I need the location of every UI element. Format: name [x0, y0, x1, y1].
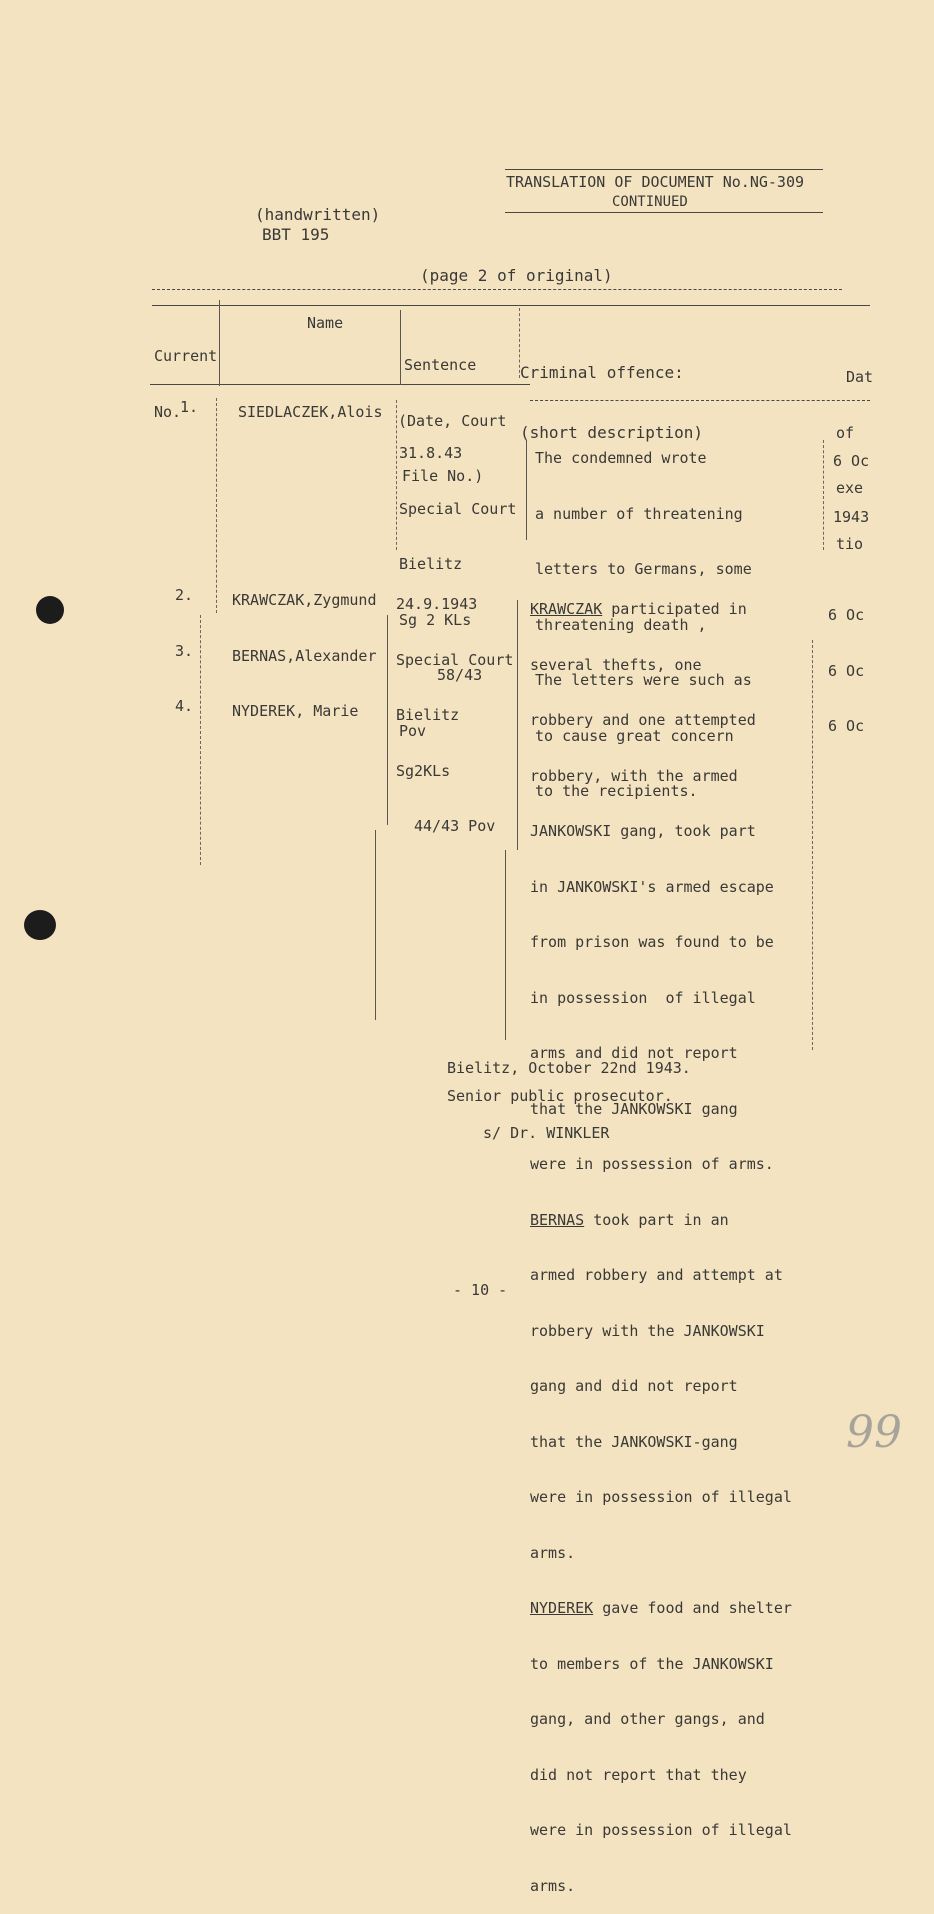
column-header-sentence: Sentence (Date, Court File No.): [398, 356, 507, 485]
offence-krawczak-name: KRAWCZAK: [530, 600, 603, 618]
offence-bernas-heading: BERNAS took part in an: [530, 1210, 729, 1229]
offence-nyderek-name: NYDEREK: [530, 1599, 594, 1617]
column-header-current-no: Current No.: [154, 347, 218, 421]
punch-hole-bottom: [24, 910, 56, 940]
row1-offence: The condemned wrote a number of threatening letters to Germans, some threatening death , The letters were such as to cause great concern to the recipients.: [535, 449, 752, 800]
offence-nyderek-heading: NYDEREK gave food and shelter: [530, 1599, 792, 1617]
handwritten-page-number: 99: [846, 1407, 902, 1458]
row2-execution-dates: 6 Oc 6 Oc 6 Oc: [828, 606, 865, 735]
page-note: (page 2 of original): [420, 266, 613, 285]
table-rule-top-1: [152, 289, 842, 290]
page-number: - 10 -: [453, 1281, 508, 1299]
column-divider-4: [823, 440, 824, 550]
column-header-name: Name: [307, 314, 344, 332]
row2-sentence: 24.9.1943 Special Court Bielitz Sg2KLs 44/43 Pov: [396, 595, 514, 835]
title-rule-bottom: [505, 212, 823, 213]
row2-names: KRAWCZAK,Zygmund BERNAS,Alexander NYDEREK, Marie: [232, 591, 377, 720]
row1-name: SIEDLACZEK,Alois: [238, 403, 383, 421]
row2-offence: KRAWCZAK participated in several thefts, one robbery and one attempted robbery, with the armed JANKOWSKI gang, took part in JANKOWSKI's armed escape from prison was found to be in possession of illegal arms and did not report that the JANKOWSKI gang were in possession of arms. BERNAS took part in an armed robbery and attempt at robbery with the JANKOWSKI gang and did not report that the JANKOWSKI-gang were in possession of illegal arms. NYDEREK gave food and shelter to members of the JANKOWSKI gang, and other gangs, and did not report that they were in possession of illegal arms.: [530, 600, 792, 1895]
column-header-criminal-offence: Criminal offence: (short description): [520, 363, 704, 442]
title-rule-top: [505, 169, 823, 170]
table-rule-top-2: [152, 305, 870, 306]
place-and-date: Bielitz, October 22nd 1943.: [447, 1059, 691, 1077]
offence-bernas-name: BERNAS: [530, 1210, 585, 1229]
offence-krawczak-heading: KRAWCZAK participated in: [530, 600, 747, 618]
column-divider-1: [219, 300, 220, 386]
column-divider-1-body-low: [200, 615, 201, 865]
row1-execution-date: 6 Oc 1943: [833, 452, 870, 526]
column-divider-4-low: [812, 640, 813, 1050]
column-divider-2-body: [396, 400, 397, 550]
column-header-date-of-execution: Dat of exe tio: [836, 368, 874, 553]
column-divider-3-body-lower: [505, 850, 506, 1040]
prosecutor-role: Senior public prosecutor.: [447, 1087, 673, 1105]
document-subtitle: CONTINUED: [612, 194, 688, 210]
punch-hole-top: [36, 596, 64, 624]
row1-number: 1.: [180, 398, 199, 416]
signature: s/ Dr. WINKLER: [483, 1124, 610, 1142]
handwritten-reference: BBT 195: [262, 225, 330, 244]
row2-numbers: 2. 3. 4.: [175, 586, 194, 715]
row1-sentence: 31.8.43 Special Court Bielitz Sg 2 KLs 58/43 Pov: [399, 444, 517, 740]
column-divider-3-body-low: [517, 600, 518, 850]
column-divider-2-body-lower: [375, 830, 376, 1020]
document-title: TRANSLATION OF DOCUMENT No.NG-309: [506, 173, 805, 191]
handwritten-label: (handwritten): [255, 205, 381, 224]
column-divider-2-body-low: [387, 615, 388, 825]
